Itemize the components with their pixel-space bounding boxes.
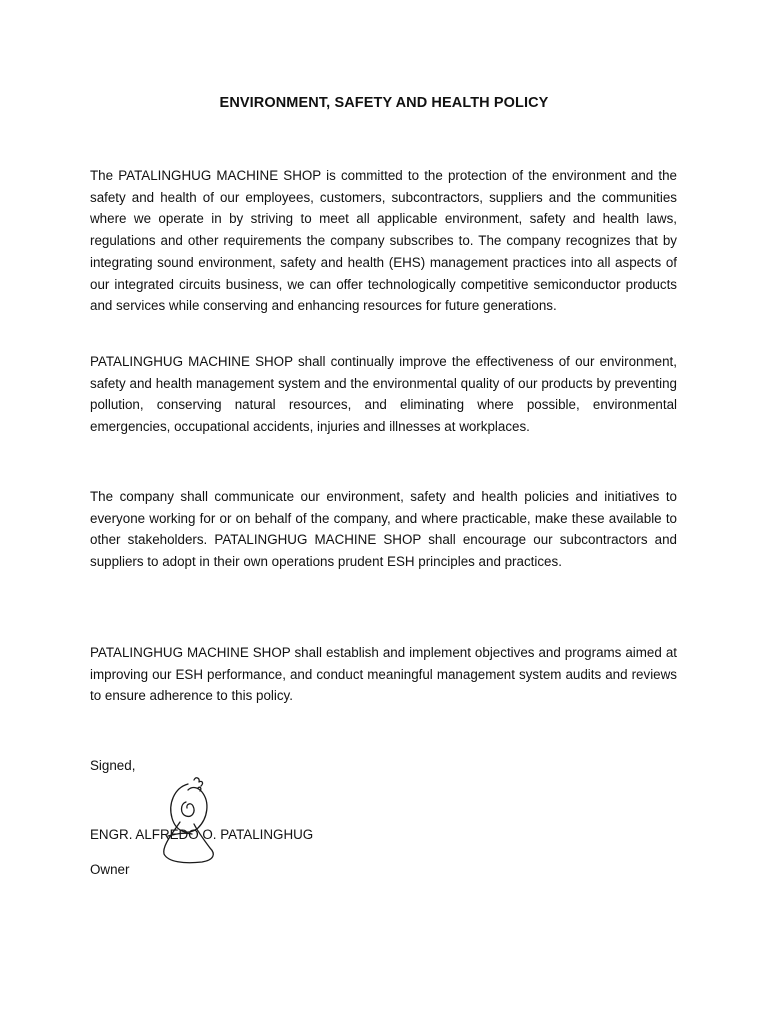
signatory-name: ENGR. ALFREDO O. PATALINGHUG — [90, 827, 314, 842]
paragraph-communication: The company shall communicate our environment, safety and health policies and initiatives to everyone working for or on behalf of the company, and where practicable, make these available to other stakeholders. PATALINGHUG MACHINE SHOP shall encourage our subcontractors and suppliers to adopt in their own operations prudent ESH principles and practices. — [90, 489, 677, 570]
paragraph-improvement: PATALINGHUG MACHINE SHOP shall continually improve the effectiveness of our environment, safety and health management system and the environmental quality of our products by preventing pollution, conserving natural resources, and eliminating where possible, environmental emergencies, occupational accidents, injuries and illnesses at workplaces. — [90, 354, 677, 435]
signatory-title: Owner — [90, 862, 130, 877]
paragraph-commitment: The PATALINGHUG MACHINE SHOP is committed to the protection of the environment and the safety and health of our employees, customers, subcontractors, suppliers and the communities where we operate in by striving to meet all applicable environment, safety and health laws, regulations and other requirements the company subscribes to. The company recognizes that by integrating sound environment, safety and health (EHS) management practices into all aspects of our integrated circuits business, we can offer technologically competitive semiconductor products and services while conserving and enhancing resources for future generations. — [90, 168, 677, 314]
closing-signed: Signed, — [90, 758, 136, 773]
document-title: ENVIRONMENT, SAFETY AND HEALTH POLICY — [219, 95, 549, 111]
handwritten-signature — [158, 774, 222, 866]
paragraph-objectives: PATALINGHUG MACHINE SHOP shall establish and implement objectives and programs aimed at improving our ESH performance, and conduct meaningful management system audits and reviews to ensure adherence to this policy. — [90, 645, 677, 704]
